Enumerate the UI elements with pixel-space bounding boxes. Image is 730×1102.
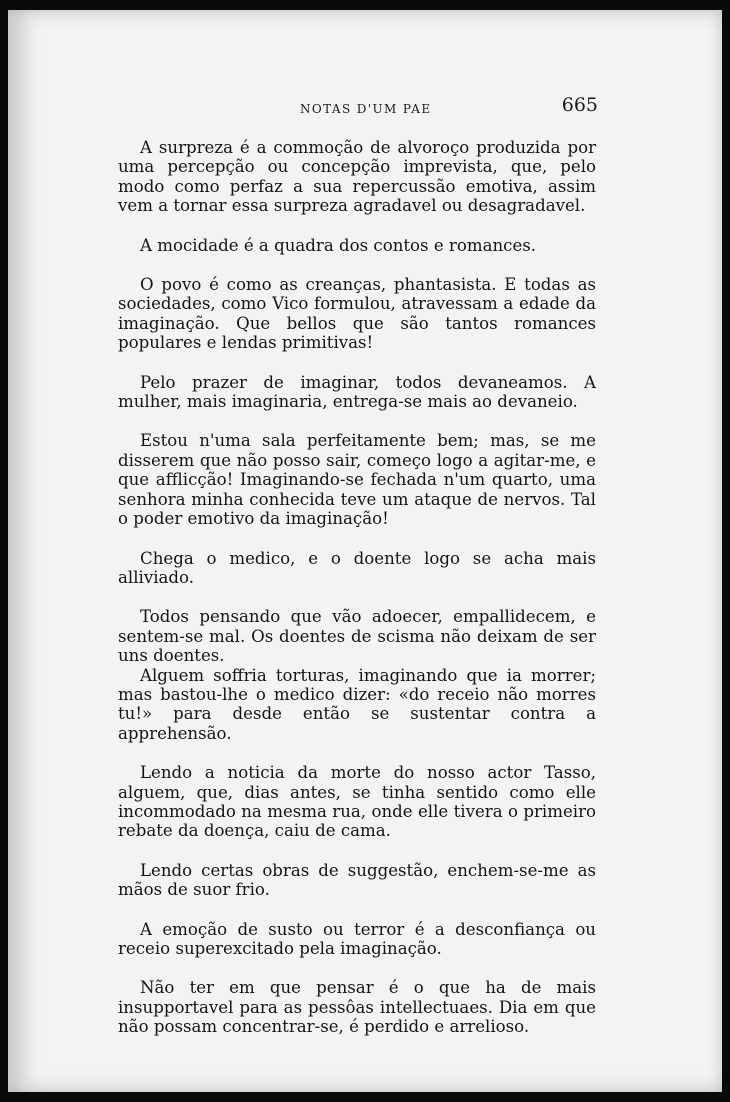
paragraph-devaneio: Pelo prazer de imaginar, todos devaneamos. A mulher, mais imaginaria, entrega-se mais ao devaneio.: [118, 372, 596, 412]
page-number: 665: [561, 94, 598, 116]
paragraph-susto: A emoção de susto ou terror é a desconfiança ou receio superexcitado pela imaginação.: [118, 919, 596, 958]
paragraph-surpreza: A surpreza é a commoção de alvoroço produzida por uma percepção ou concepção imprevista, que, pelo modo como perfaz a sua repercussão emotiva, assim vem a tornar essa surpreza agradavel ou desagradavel.: [118, 138, 596, 216]
paragraph-medico: Chega o medico, e o doente logo se acha mais alliviado.: [118, 548, 596, 587]
paragraph-povo: O povo é como as creanças, phantasista. E todas as sociedades, como Vico formulou, atravessam a edade da imaginação. Que bellos que são tantos romances populares e lendas primitivas!: [118, 275, 596, 353]
paragraph-mocidade: A mocidade é a quadra dos contos e romances.: [140, 235, 537, 255]
page-header: [8, 92, 722, 122]
paragraph-suggestao: Lendo certas obras de suggestão, enchem-se-me as mãos de suor frio.: [118, 860, 596, 900]
paragraph-torturas: Alguem soffria torturas, imaginando que ia morrer; mas bastou-lhe o medico dizer: «do receio não morres tu!» para desde então se sustentar contra a apprehensão.: [118, 665, 596, 743]
paragraph-adoecer: Todos pensando que vão adoecer, empallidecem, e sentem-se mal. Os doentes de scisma não deixam de ser uns doentes.: [118, 607, 596, 666]
book-page: [8, 10, 722, 1092]
page-body: [118, 138, 596, 1057]
paragraph-sala: Estou n'uma sala perfeitamente bem; mas, se me disserem que não posso sair, começo logo a agitar-me, e que afflicção! Imaginando-se fechada n'um quarto, uma senhora minha conhecida teve um ataque de nervos. Tal o poder emotivo da imaginação!: [118, 431, 596, 529]
paragraph-pensar: Não ter em que pensar é o que ha de mais insupportavel para as pessôas intellectuaes. Dia em que não possam concentrar-se, é perdido e arrelioso.: [118, 978, 596, 1037]
paragraph-tasso: Lendo a noticia da morte do nosso actor Tasso, alguem, que, dias antes, se tinha sentido como elle incommodado na mesma rua, onde elle tivera o primeiro rebate da doença, caiu de cama.: [118, 763, 596, 841]
running-head: NOTAS D'UM PAE: [300, 102, 432, 116]
